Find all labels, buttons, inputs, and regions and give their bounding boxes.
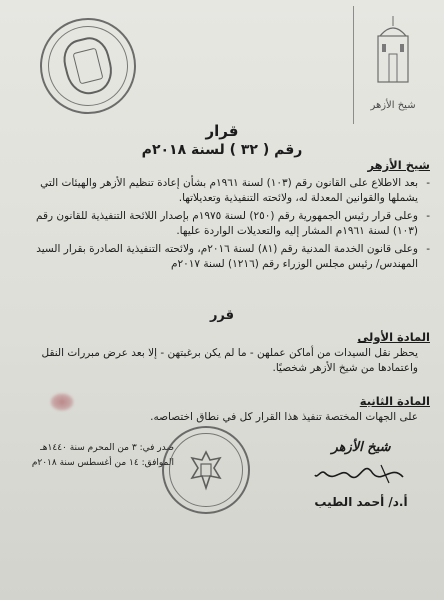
decree-number: رقم ( ٣٢ ) لسنة ٢٠١٨م bbox=[141, 142, 303, 158]
article-2-heading: المادة الثانية bbox=[359, 394, 430, 408]
mosque-icon bbox=[372, 14, 414, 84]
recital-item: - وعلى قانون الخدمة المدنية رقم (٨١) لسنة ٢٠١٦م، ولائحته التنفيذية الصادرة بقرار السيد المهندس/ رئيس مجلس الوزراء رقم (١٢١٦) لسنة ٢٠١٧م bbox=[14, 242, 430, 272]
issue-date bbox=[14, 441, 174, 471]
handwritten-signature bbox=[311, 457, 411, 491]
recitals-list bbox=[14, 176, 430, 275]
article-1-heading: المادة الأولى bbox=[357, 330, 430, 344]
signatory-role: شيخ الأزهر bbox=[331, 440, 391, 455]
egypt-eagle-seal bbox=[162, 426, 250, 514]
decree-title: قرار bbox=[205, 122, 239, 140]
recital-item: - وعلى قرار رئيس الجمهورية رقم (٢٥٠) لسنة ١٩٧٥م بإصدار اللائحة التنفيذية للقانون رقم (١٠٣) لسنة ١٩٦١م المشار إليه والتعديلات الواردة عليها. bbox=[14, 209, 430, 239]
letterhead-label: شيخ الأزهر bbox=[370, 100, 416, 111]
issue-date-gregorian: الموافق: ١٤ من أغسطس سنة ٢٠١٨م bbox=[31, 458, 174, 468]
signatory-name: أ.د/ أحمد الطيب bbox=[314, 495, 408, 509]
recital-item: - بعد الاطلاع على القانون رقم (١٠٣) لسنة ١٩٦١م بشأن إعادة تنظيم الأزهر والهيئات التي يشملها والقوانين المعدلة له، ولائحته التنفيذية وتعديلاتها. bbox=[14, 176, 430, 206]
signature-block bbox=[296, 440, 426, 509]
article-2-text: على الجهات المختصة تنفيذ هذا القرار كل في نطاق اختصاصه. bbox=[150, 411, 418, 423]
article-1-text: يحظر نقل السيدات من أماكن عملهن - ما لم يكن برغبتهن - إلا بعد عرض مبررات النقل واعتمادها من شيخ الأزهر شخصيًا. bbox=[41, 347, 418, 374]
issue-date-hijri: صدر في: ٣ من المحرم سنة ١٤٤٠هـ bbox=[40, 443, 174, 453]
issuer-heading: شيخ الأزهر bbox=[367, 158, 430, 172]
seal-ring bbox=[169, 433, 243, 507]
azhar-seal-top bbox=[30, 8, 146, 124]
seal-ring bbox=[40, 18, 137, 115]
letterhead bbox=[353, 6, 432, 124]
decides-heading: قرر bbox=[209, 308, 235, 323]
